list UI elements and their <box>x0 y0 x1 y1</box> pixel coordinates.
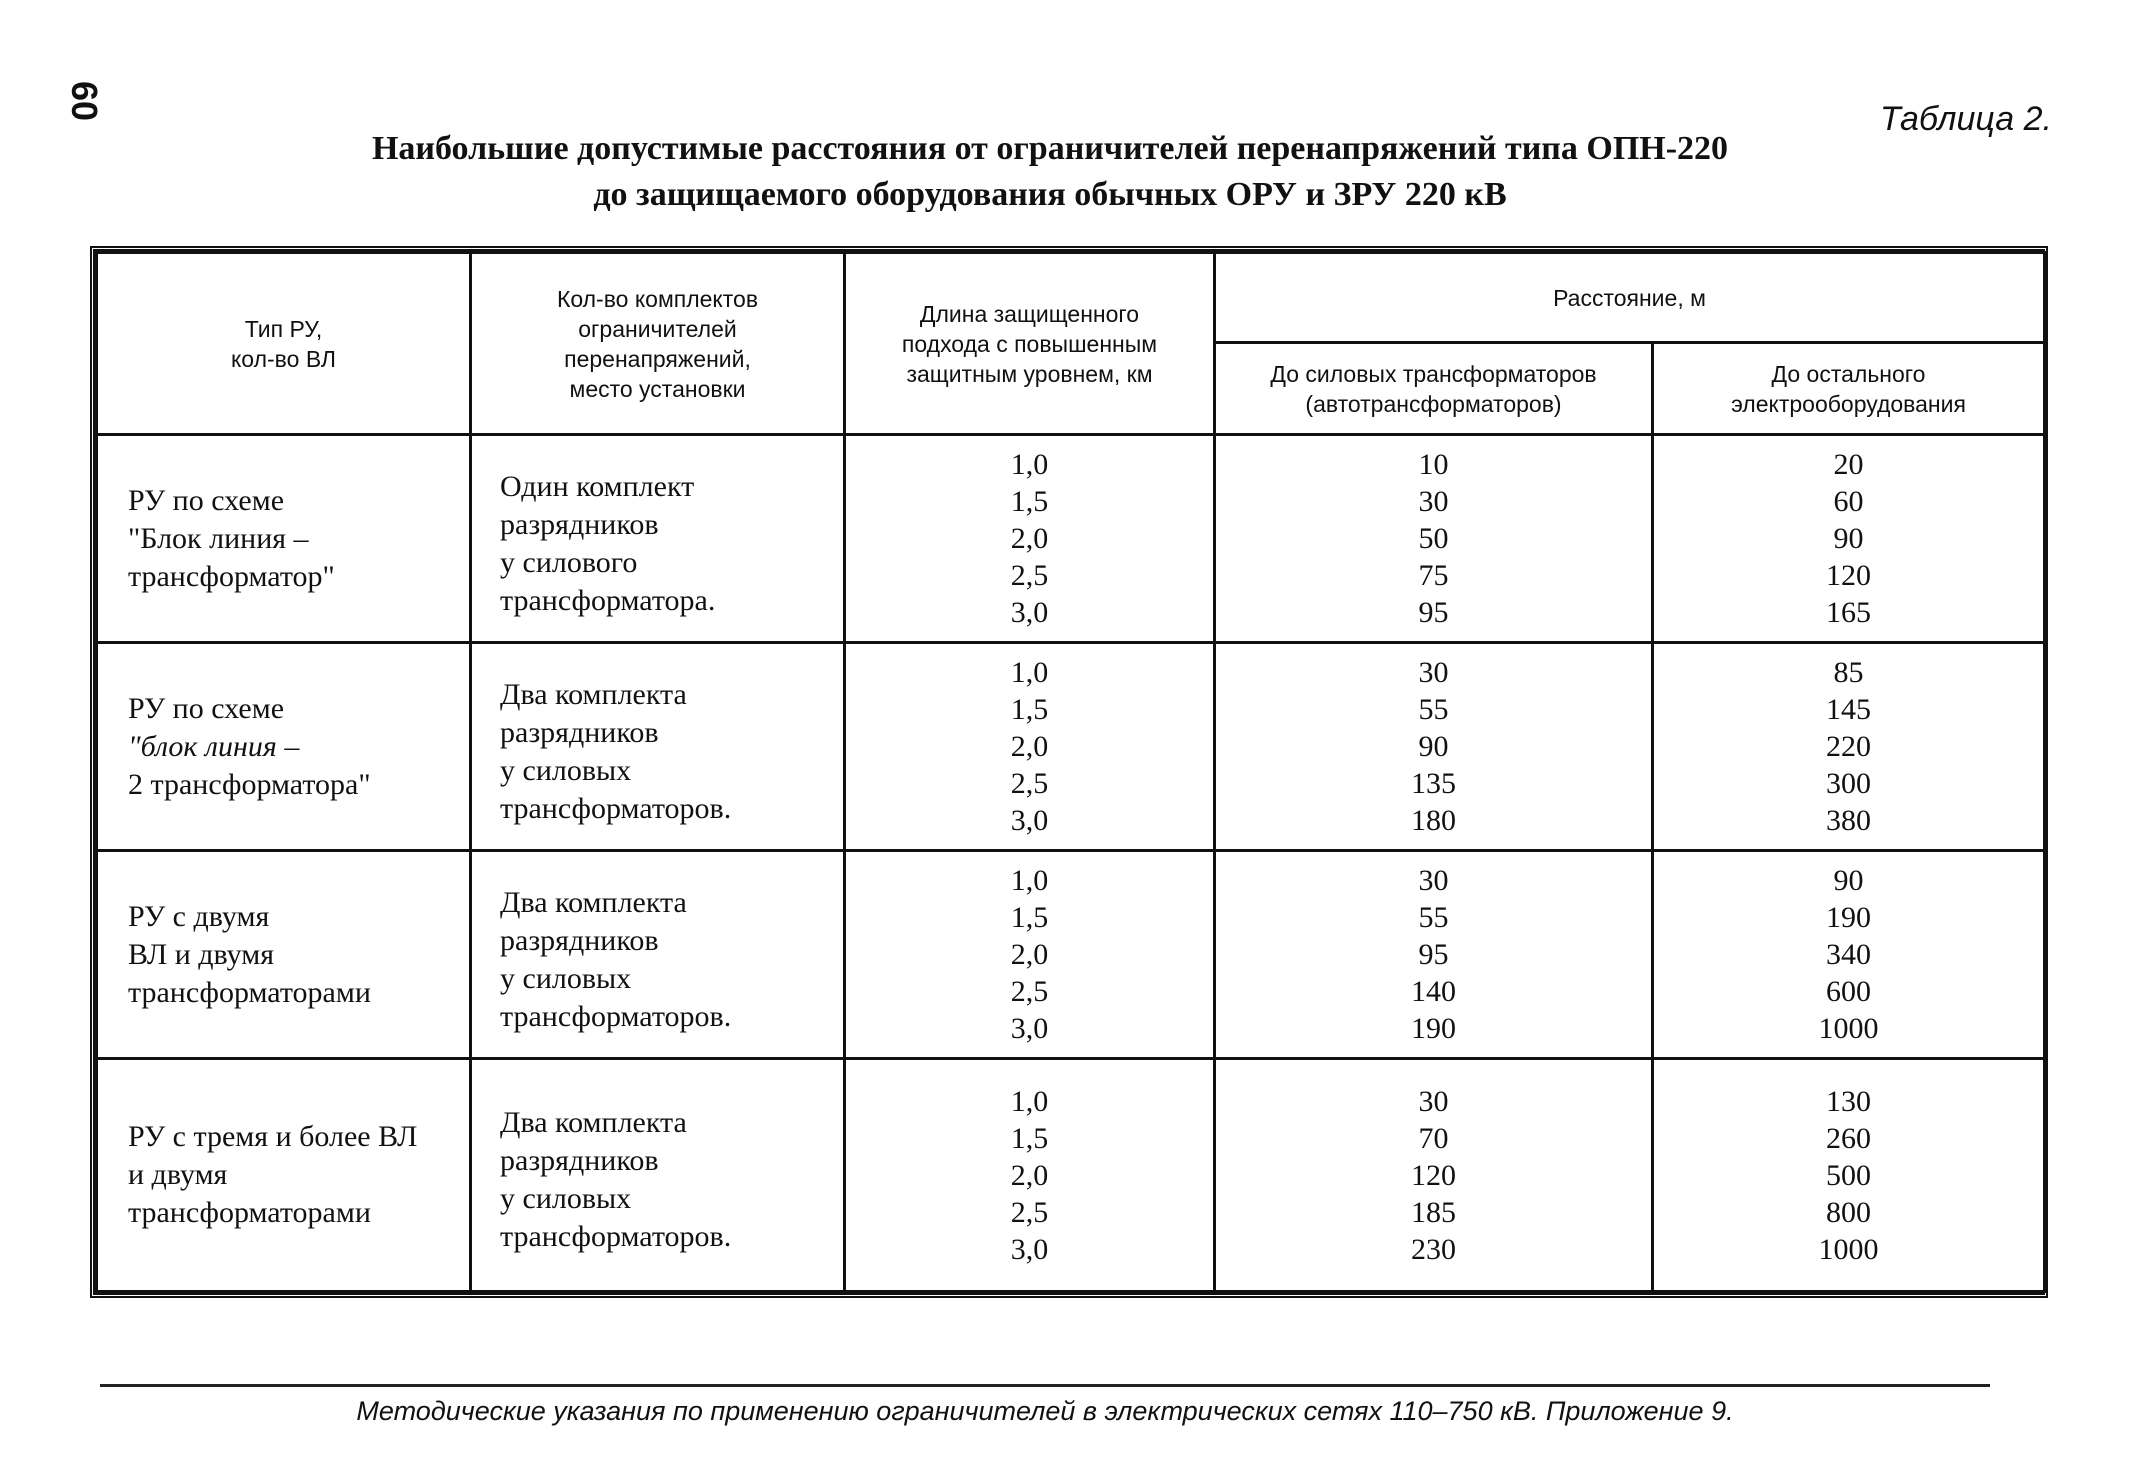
header-arrester-sets: Кол-во комплектов ограничителей перенапряжений, место установки <box>471 253 845 435</box>
header-switchgear-type: Тип РУ, кол-во ВЛ <box>97 253 471 435</box>
other-equipment-distance-cell: 85 145 220 300 380 <box>1653 643 2045 851</box>
title-line-1: Наибольшие допустимые расстояния от ограничителей перенапряжений типа ОПН-220 <box>371 130 1729 167</box>
transformer-distance-cell: 30 55 95 140 190 <box>1215 851 1653 1059</box>
switchgear-type-cell: РУ по схеме "Блок линия – трансформатор" <box>97 435 471 643</box>
page-number: 60 <box>64 80 106 122</box>
approach-length-cell: 1,0 1,5 2,0 2,5 3,0 <box>845 851 1215 1059</box>
distance-table-frame <box>90 246 2048 1298</box>
switchgear-type-cell: РУ по схеме "блок линия – 2 трансформатора" <box>97 643 471 851</box>
table-title <box>300 126 1800 218</box>
transformer-distance-cell: 30 70 120 185 230 <box>1215 1059 1653 1292</box>
other-equipment-distance-cell: 130 260 500 800 1000 <box>1653 1059 2045 1292</box>
switchgear-type-cell: РУ с тремя и более ВЛ и двумя трансформаторами <box>97 1059 471 1292</box>
transformer-distance-cell: 10 30 50 75 95 <box>1215 435 1653 643</box>
arrester-set-cell: Два комплекта разрядников у силовых трансформаторов. <box>471 851 845 1059</box>
arrester-set-cell: Два комплекта разрядников у силовых трансформаторов. <box>471 643 845 851</box>
arrester-set-cell: Один комплект разрядников у силового трансформатора. <box>471 435 845 643</box>
table-row <box>97 1059 2045 1292</box>
approach-length-cell: 1,0 1,5 2,0 2,5 3,0 <box>845 435 1215 643</box>
table-row <box>97 435 2045 643</box>
other-equipment-distance-cell: 90 190 340 600 1000 <box>1653 851 2045 1059</box>
arrester-set-cell: Два комплекта разрядников у силовых трансформаторов. <box>471 1059 845 1292</box>
footer-divider <box>100 1384 1990 1387</box>
title-line-2: до защищаемого оборудования обычных ОРУ и ЗРУ 220 кВ <box>593 176 1507 213</box>
table-label: Таблица 2. <box>1880 100 2052 138</box>
switchgear-type-cell: РУ с двумя ВЛ и двумя трансформаторами <box>97 851 471 1059</box>
other-equipment-distance-cell: 20 60 90 120 165 <box>1653 435 2045 643</box>
header-approach-length: Длина защищенного подхода с повышенным защитным уровнем, км <box>845 253 1215 435</box>
transformer-distance-cell: 30 55 90 135 180 <box>1215 643 1653 851</box>
table-row <box>97 643 2045 851</box>
table-row <box>97 851 2045 1059</box>
header-row <box>97 253 2045 343</box>
header-distance: Расстояние, м <box>1215 253 2045 343</box>
approach-length-cell: 1,0 1,5 2,0 2,5 3,0 <box>845 1059 1215 1292</box>
footer-text: Методические указания по применению ограничителей в электрических сетях 110–750 кВ. Приложение 9. <box>356 1396 1734 1426</box>
approach-length-cell: 1,0 1,5 2,0 2,5 3,0 <box>845 643 1215 851</box>
distance-table <box>95 251 2046 1293</box>
header-to-other-equipment: До остального электрооборудования <box>1653 343 2045 435</box>
header-to-transformers: До силовых трансформаторов (автотрансформаторов) <box>1215 343 1653 435</box>
